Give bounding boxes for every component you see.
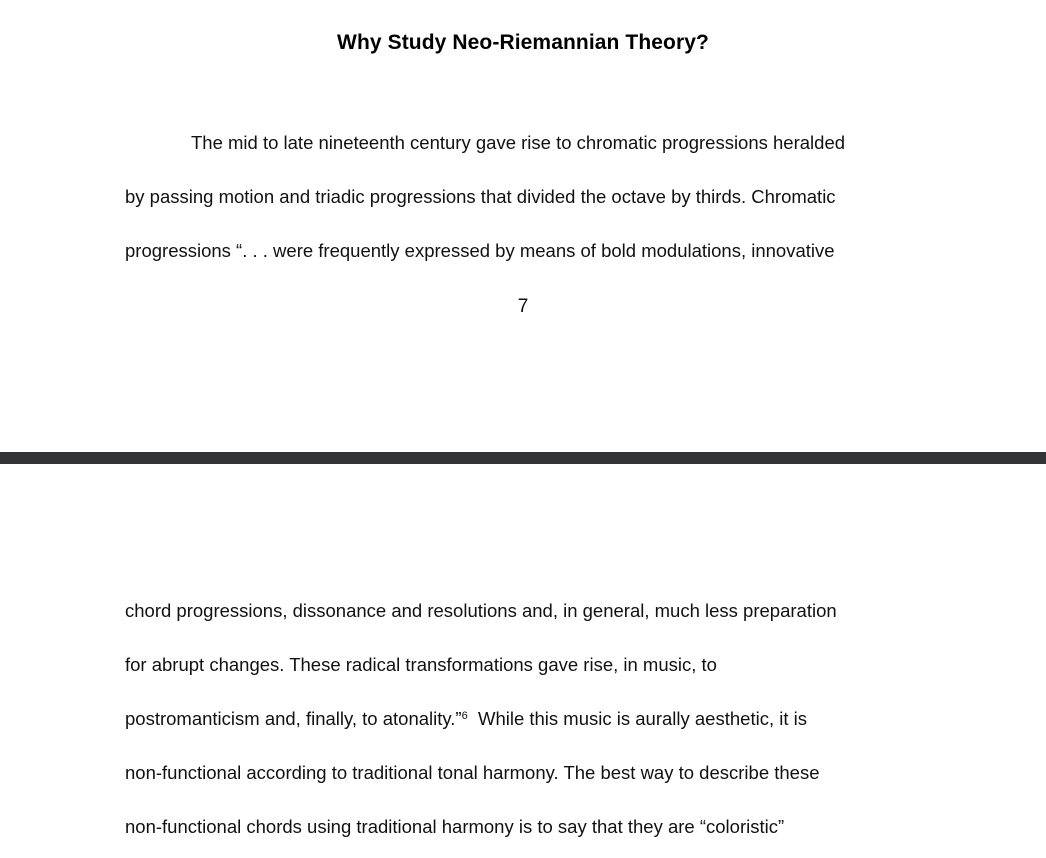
document-page-bottom [0,464,1046,858]
paragraph-line: by passing motion and triadic progressions that divided the octave by thirds. Chromatic [125,186,836,207]
paragraph-line: non-functional according to traditional tonal harmony. The best way to describe these [125,762,820,783]
paragraph-line: for abrupt changes. These radical transformations gave rise, in music, to [125,654,717,675]
paragraph-line: chord progressions, dissonance and resolutions and, in general, much less preparation [125,600,837,621]
paragraph-line: The mid to late nineteenth century gave rise to chromatic progressions heralded [191,132,846,153]
footnote-reference[interactable]: 6 [461,710,468,722]
footnote-line-before: postromanticism and, finally, to atonality.” [125,708,462,729]
paragraph-line-with-footnote [125,707,807,731]
footnote-line-after: While this music is aurally aesthetic, it is [467,708,807,729]
paragraph-line: non-functional chords using traditional harmony is to say that they are “coloristic” [125,816,785,837]
page-number: 7 [517,296,529,317]
paragraph-line: progressions “. . . were frequently expressed by means of bold modulations, innovative [125,240,835,261]
document-title: Why Study Neo-Riemannian Theory? [337,31,709,54]
page-break-separator [0,452,1046,464]
